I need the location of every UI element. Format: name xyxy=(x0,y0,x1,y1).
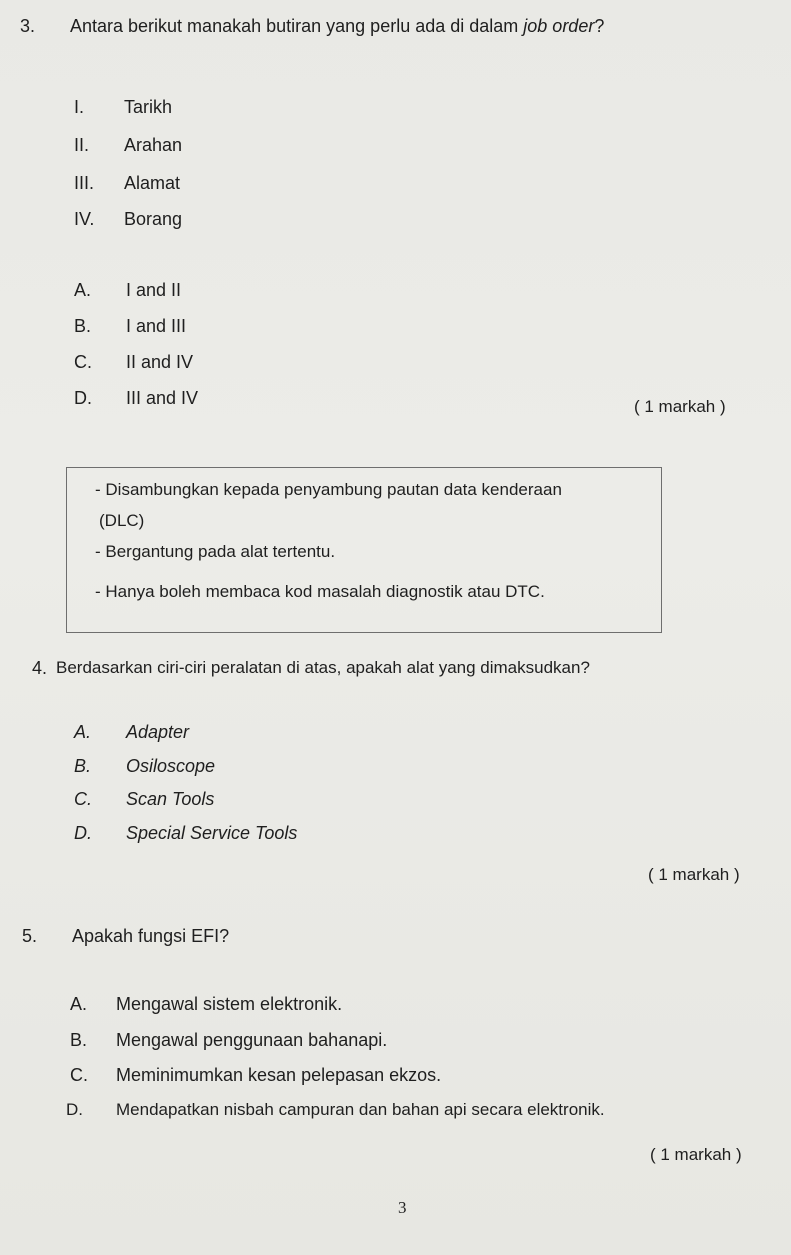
option-letter: A. xyxy=(74,722,92,742)
q3-option-c[interactable] xyxy=(74,352,193,373)
option-text: III and IV xyxy=(126,388,199,408)
q3-item-text: Borang xyxy=(124,209,183,229)
page-number: 3 xyxy=(398,1198,407,1217)
q5-option-a[interactable] xyxy=(70,994,342,1015)
q3-item xyxy=(74,173,180,194)
q4-option-a[interactable] xyxy=(74,722,189,743)
q3-marks: ( 1 markah ) xyxy=(634,397,726,416)
q5-question: Apakah fungsi EFI? xyxy=(72,926,230,946)
q3-question xyxy=(70,16,604,37)
q3-item xyxy=(74,209,182,230)
box-line: - Disambungkan kepada penyambung pautan data kenderaan xyxy=(95,480,562,499)
q3-item-numeral: IV. xyxy=(74,209,95,229)
q5-option-c[interactable] xyxy=(70,1065,441,1086)
option-letter: B. xyxy=(74,756,92,776)
option-text: Adapter xyxy=(126,722,190,742)
option-letter: D. xyxy=(74,388,92,408)
q3-number: 3. xyxy=(20,16,36,36)
q3-item-text: Tarikh xyxy=(124,97,173,117)
characteristics-box xyxy=(66,467,662,633)
q3-option-a[interactable] xyxy=(74,280,181,301)
q3-item-numeral: I. xyxy=(74,97,85,117)
option-text: II and IV xyxy=(126,352,194,372)
q3-option-b[interactable] xyxy=(74,316,186,337)
q5-option-d[interactable] xyxy=(66,1100,605,1120)
option-letter: C. xyxy=(74,352,92,372)
q3-question-text: Antara berikut manakah butiran yang perlu ada di dalam xyxy=(70,16,524,36)
option-letter: B. xyxy=(70,1030,88,1050)
option-text: I and II xyxy=(126,280,182,300)
q5-marks: ( 1 markah ) xyxy=(650,1145,742,1164)
option-letter: D. xyxy=(74,823,92,843)
option-text: Scan Tools xyxy=(126,789,215,809)
q3-item xyxy=(74,135,182,156)
option-letter: C. xyxy=(74,789,92,809)
q3-question-italic: job order xyxy=(523,16,595,36)
option-text: Osiloscope xyxy=(126,756,216,776)
q3-option-d[interactable] xyxy=(74,388,198,409)
q4-marks: ( 1 markah ) xyxy=(648,865,740,884)
option-text: Mengawal sistem elektronik. xyxy=(116,994,343,1014)
box-line: - Hanya boleh membaca kod masalah diagnostik atau DTC. xyxy=(95,582,545,601)
q3-item-text: Alamat xyxy=(124,173,181,193)
q4-number: 4. xyxy=(32,658,48,678)
option-text: I and III xyxy=(126,316,187,336)
option-text: Special Service Tools xyxy=(126,823,298,843)
q5-number: 5. xyxy=(22,926,38,946)
option-text: Meminimumkan kesan pelepasan ekzos. xyxy=(116,1065,442,1085)
option-letter: B. xyxy=(74,316,92,336)
option-text: Mengawal penggunaan bahanapi. xyxy=(116,1030,388,1050)
option-letter: A. xyxy=(70,994,88,1014)
q3-item-numeral: II. xyxy=(74,135,90,155)
box-line: (DLC) xyxy=(99,511,145,530)
option-letter: A. xyxy=(74,280,92,300)
q3-question-end: ? xyxy=(594,16,605,36)
q4-option-d[interactable] xyxy=(74,823,297,844)
option-letter: C. xyxy=(70,1065,88,1085)
option-letter: D. xyxy=(66,1100,83,1119)
q4-question: Berdasarkan ciri-ciri peralatan di atas, apakah alat yang dimaksudkan? xyxy=(56,658,590,677)
q5-option-b[interactable] xyxy=(70,1030,387,1051)
box-line: - Bergantung pada alat tertentu. xyxy=(95,542,336,561)
q3-item-numeral: III. xyxy=(74,173,95,193)
option-text: Mendapatkan nisbah campuran dan bahan api secara elektronik. xyxy=(116,1100,605,1119)
q4-option-b[interactable] xyxy=(74,756,215,777)
q3-item xyxy=(74,97,172,118)
q3-item-text: Arahan xyxy=(124,135,183,155)
q4-option-c[interactable] xyxy=(74,789,214,810)
